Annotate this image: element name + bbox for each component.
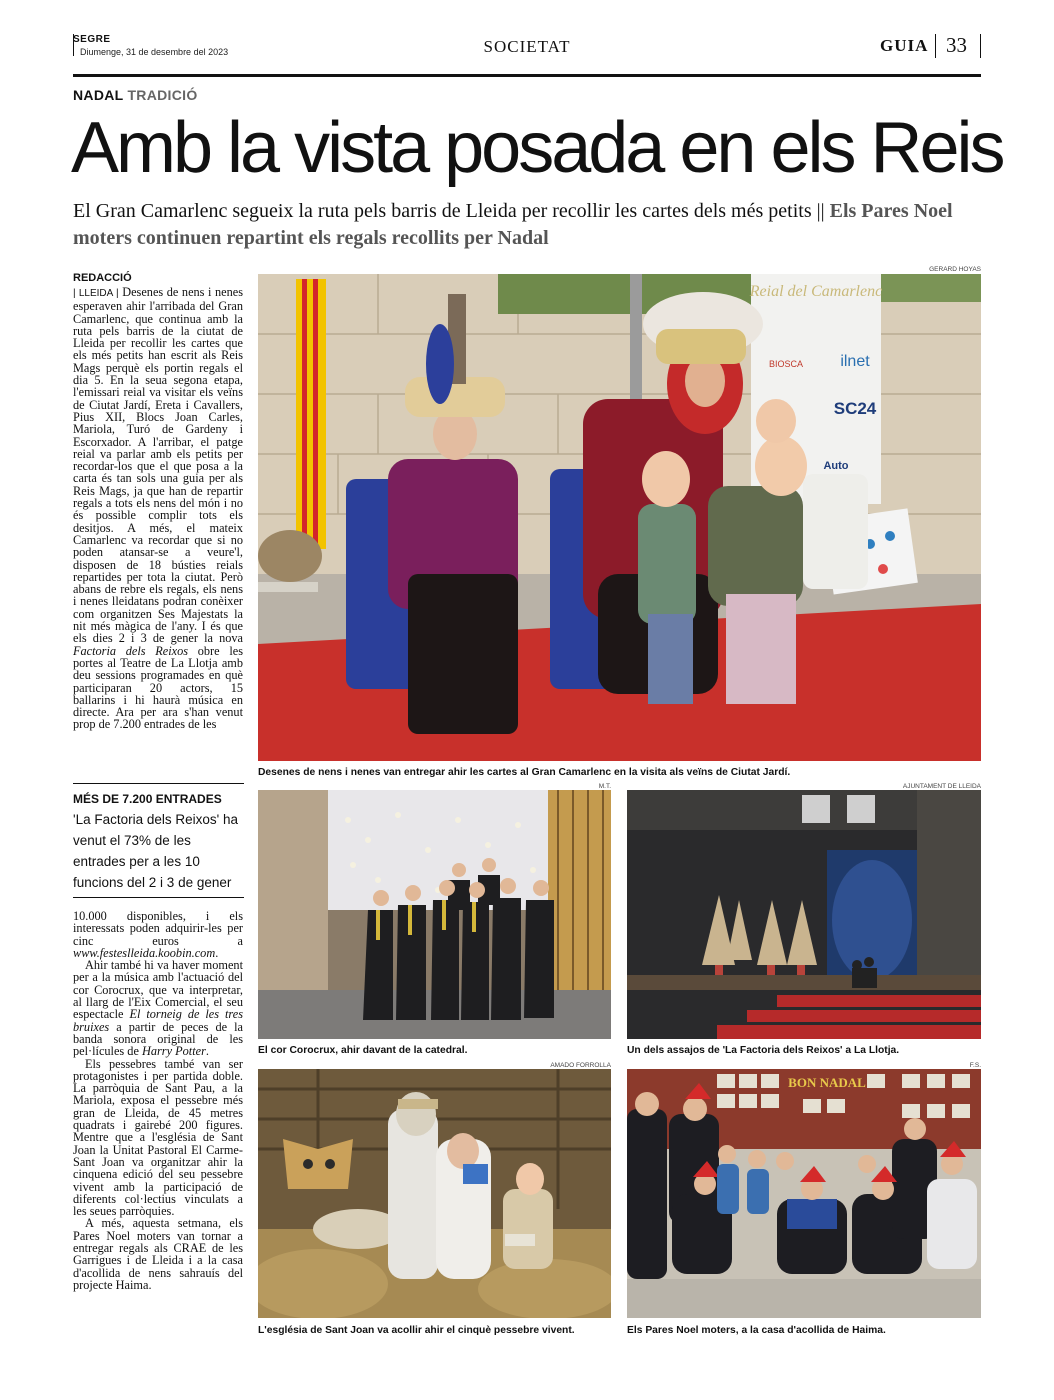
- factbox-rule: [73, 897, 244, 898]
- bikers-photo-caption: Els Pares Noel moters, a la casa d'acollida de Haima.: [627, 1325, 886, 1336]
- kicker-secondary: TRADICIÓ: [127, 87, 198, 103]
- body-italic: Factoria dels Reixos: [73, 643, 189, 658]
- main-photo-caption: Desenes de nens i nenes van entregar ahir les cartes al Gran Camarlenc en la visita als veïns de Ciutat Jardí.: [258, 767, 791, 778]
- body-text: Ahir també hi va haver moment per a la música amb l'actuació del cor Corocrux, que va interpretar, al llarg de l'Eix Comercial, el seu espectacle: [73, 958, 243, 1022]
- headline: Amb la vista posada en els Reis: [71, 108, 1003, 188]
- bikers-photo-credit: F.S.: [969, 1062, 981, 1069]
- dateline: | LLEIDA |: [73, 288, 119, 299]
- nativity-photo-caption: L'església de Sant Joan va acollir ahir el cinquè pessebre vivent.: [258, 1325, 575, 1336]
- body-text: .: [215, 945, 219, 960]
- sponsor-logo: SC24: [833, 399, 877, 418]
- wall-banner: BON NADAL: [788, 1075, 866, 1090]
- body-text: Desenes de nens i nenes esperaven ahir l'arribada del Gran Camarlenc, que continua amb la ruta pels barris de la ciutat de Lleida per recollir les cartes que els més petits han escrit als Reis Mags perquè els portin regals el dia 5. En la seua segona etapa, l'emissari reial va visitar els veïns de Ciutat Jardí, Ereta i Cavallers, Pius XII, Blocs Joan Carles, Mariola, Turó de Gardeny i Escorxador. A l'arribar, el patge reial va parlar amb els petits per recordar-los que el que posa a la carta és tan sols una guia per als Reis Mags, ja que han de repartir regals a tots els nens del món i no és possible complir tots els desitjos. A més, el mateix Camarlenc va recordar que si no poden atansar-se a veure'l, disposen de 18 bústies reials repartides per tota la ciutat. Però abans de rebre els regals, els nens i nenes lleidatans podran conèixer com organitzen Ses Majestats la nit més màgica de l'any. I és que els dies 2 i 3 de gener la nova: [73, 285, 244, 646]
- body-italic: El torneig de les tres bruixes: [73, 1007, 243, 1034]
- body-text: obre les portes al Teatre de La Llotja amb deu sessions programades en què participaran 20 actors, 15 ballarins i hi haurà música en directe. Ara per ara s'han venut prop de 7.200 entrades de les: [73, 643, 243, 732]
- factbox-title: MÉS DE 7.200 ENTRADES: [73, 792, 222, 806]
- main-photo-credit: GERARD HOYAS: [929, 266, 981, 273]
- publication-name: SEGRE: [73, 34, 111, 45]
- section-title: SOCIETAT: [483, 37, 571, 56]
- nativity-photo-credit: AMADO FORROLLA: [550, 1062, 611, 1069]
- body-column-2: [73, 910, 243, 1291]
- body-text: 10.000 disponibles, i els interessats poden adquirir-les per cinc euros a: [73, 909, 243, 948]
- subhead-part1: El Gran Camarlenc segueix la ruta pels barris de Lleida per recollir les cartes dels més petits ||: [73, 200, 830, 222]
- banner-text: Reial del Camarlenc: [749, 283, 883, 300]
- body-paragraph: A més, aquesta setmana, els Pares Noel moters van tornar a entregar regals als CRAE de les Garrigues i de Lleida i a la casa d'acollida de nens sahrauís del projecte Haima.: [73, 1216, 243, 1292]
- bikers-photo: [627, 1069, 981, 1318]
- factbox-rule: [73, 783, 244, 784]
- choir-photo: [258, 790, 611, 1039]
- rehearsal-photo-caption: Un dels assajos de 'La Factoria dels Reixos' a La Llotja.: [627, 1045, 900, 1056]
- body-paragraph: Els pessebres també van ser protagonistes i per partida doble. La parròquia de Sant Pau, a la Mariola, exposa el pessebre més gran de Lleida, de 45 metres quadrats i gairebé 200 figures. Mentre que a l'església de Sant Joan la Unitat Pastoral El Carme-Sant Joan va organitzar ahir la cinquena edició del seu pessebre vivent amb la participació de diferents col·lectius vinculats a les seues parròquies.: [73, 1056, 243, 1219]
- main-photo: [258, 274, 981, 761]
- nativity-photo: [258, 1069, 611, 1318]
- choir-photo-credit: M.T.: [598, 783, 611, 790]
- sponsor-logo: Auto: [823, 460, 849, 472]
- header-divider: [980, 34, 981, 58]
- byline: REDACCIÓ: [73, 272, 132, 284]
- choir-photo-caption: El cor Corocrux, ahir davant de la catedral.: [258, 1045, 468, 1056]
- kicker: [73, 87, 198, 103]
- publication-date: Diumenge, 31 de desembre del 2023: [80, 47, 229, 57]
- subhead-part2: Els Pares Noel moters continuen repartint els regals recollits per Nadal: [73, 200, 953, 249]
- sponsor-logo: BIOSCA: [768, 359, 804, 369]
- body-column-1: [73, 286, 243, 731]
- body-italic: Harry Potter: [141, 1044, 206, 1059]
- top-rule: [73, 74, 981, 77]
- kicker-primary: NADAL: [73, 87, 124, 103]
- body-text: .: [205, 1044, 209, 1059]
- page-number: 33: [946, 33, 967, 57]
- body-text: a partir de peces de la banda sonora original de les pel·lícules de: [73, 1019, 243, 1059]
- sponsor-logo: ilnet: [840, 353, 870, 370]
- header-divider: [935, 34, 936, 58]
- factbox-text: 'La Factoria dels Reixos' ha venut el 73% de les entrades per a les 10 funcions del 2 i 3 de gener: [73, 812, 238, 890]
- rehearsal-photo: [627, 790, 981, 1039]
- subheadline: [73, 198, 983, 252]
- web-link[interactable]: www.festeslleida.koobin.com: [73, 945, 216, 960]
- rehearsal-photo-credit: AJUNTAMENT DE LLEIDA: [902, 783, 981, 790]
- supplement-name: GUIA: [880, 36, 929, 55]
